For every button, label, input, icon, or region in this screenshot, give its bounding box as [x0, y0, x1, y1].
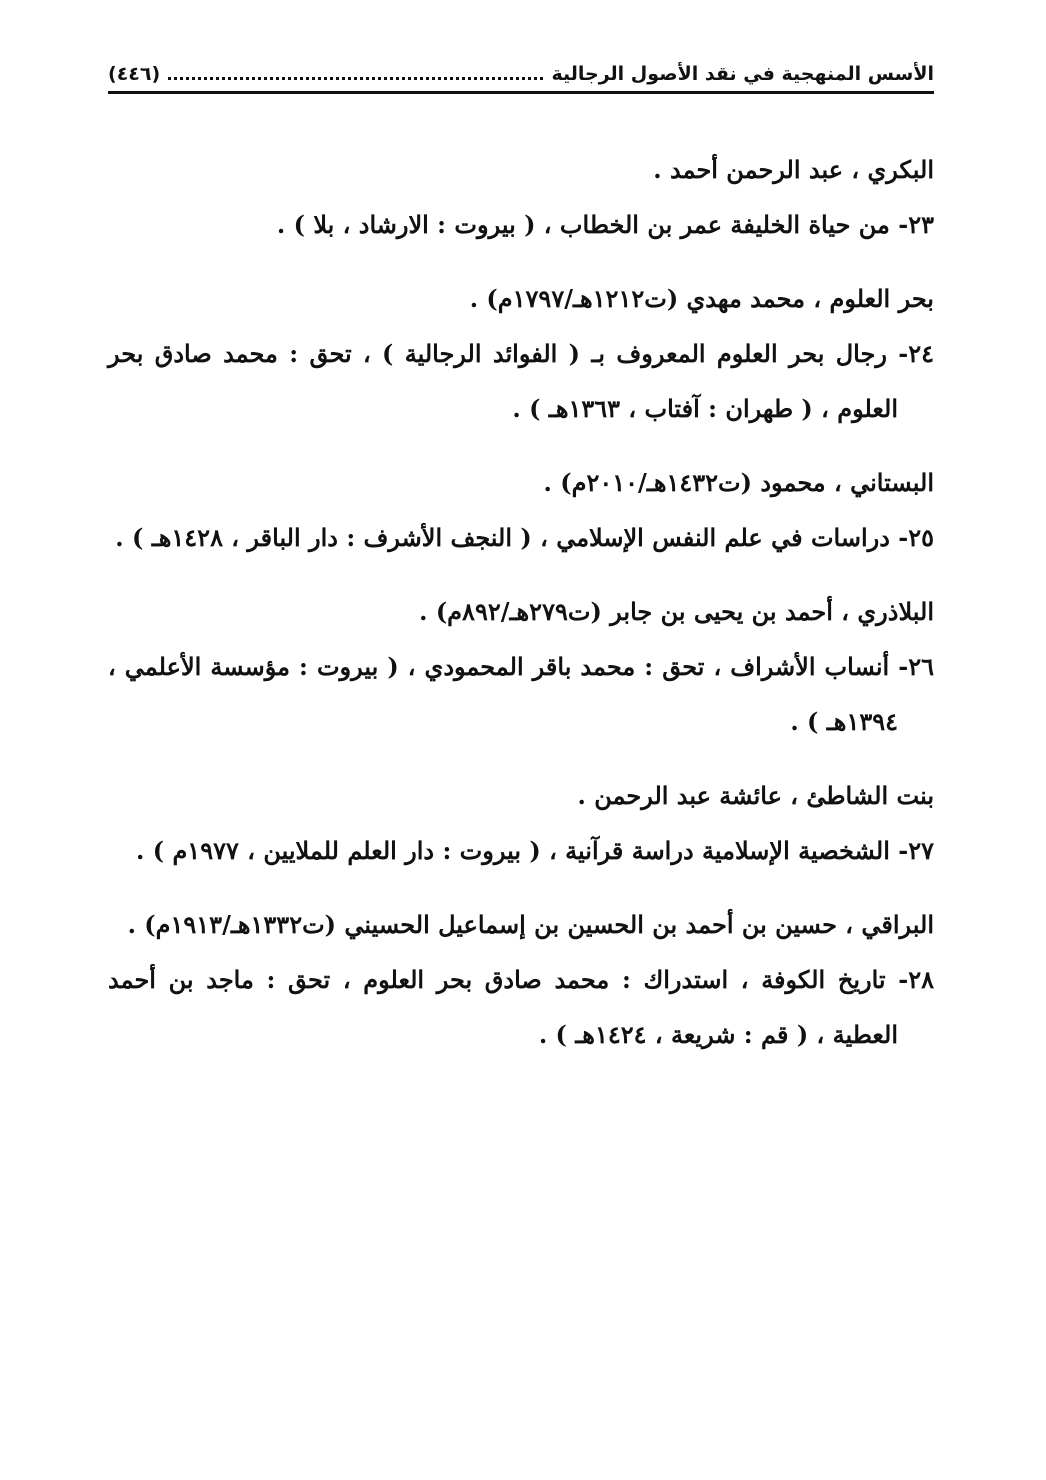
- author-heading: البكري ، عبد الرحمن أحمد .: [653, 155, 934, 184]
- header-rule: [108, 91, 934, 94]
- bibliography-list: [108, 142, 934, 1062]
- author-heading: البراقي ، حسين بن أحمد بن الحسين بن إسماعيل الحسيني (ت١٣٣٢هـ/١٩١٣م) .: [127, 910, 934, 939]
- bibliography-entry: ٢٨- تاريخ الكوفة ، استدراك : محمد صادق بحر العلوم ، تحق : ماجد بن أحمد العطية ، ( قم : شريعة ، ١٤٢٤هـ ) .: [108, 965, 934, 1049]
- bibliography-entry: ٢٥- دراسات في علم النفس الإسلامي ، ( النجف الأشرف : دار الباقر ، ١٤٢٨هـ ) .: [115, 523, 934, 552]
- bibliography-entry: ٢٧- الشخصية الإسلامية دراسة قرآنية ، ( بيروت : دار العلم للملايين ، ١٩٧٧م ) .: [136, 836, 934, 865]
- author-heading: البلاذري ، أحمد بن يحيى بن جابر (ت٢٧٩هـ/٨٩٢م) .: [419, 597, 934, 626]
- page-number: (٤٤٦): [108, 63, 161, 85]
- running-header-title: الأسس المنهجية في نقد الأصول الرجالية: [551, 63, 934, 85]
- bibliography-entry: ٢٤- رجال بحر العلوم المعروف بـ ( الفوائد الرجالية ) ، تحق : محمد صادق بحر العلوم ، ( طهران : آفتاب ، ١٣٦٣هـ ) .: [108, 339, 934, 423]
- author-heading: بنت الشاطئ ، عائشة عبد الرحمن .: [577, 781, 934, 810]
- bibliography-entry: ٢٣- من حياة الخليفة عمر بن الخطاب ، ( بيروت : الارشاد ، بلا ) .: [276, 210, 934, 239]
- running-header: [108, 50, 934, 90]
- author-heading: البستاني ، محمود (ت١٤٣٢هـ/٢٠١٠م) .: [543, 468, 934, 497]
- bibliography-entry: ٢٦- أنساب الأشراف ، تحق : محمد باقر المحمودي ، ( بيروت : مؤسسة الأعلمي ، ١٣٩٤هـ ) .: [108, 652, 934, 736]
- dot-leader: [168, 77, 543, 80]
- author-heading: بحر العلوم ، محمد مهدي (ت١٢١٢هـ/١٧٩٧م) .: [469, 284, 934, 313]
